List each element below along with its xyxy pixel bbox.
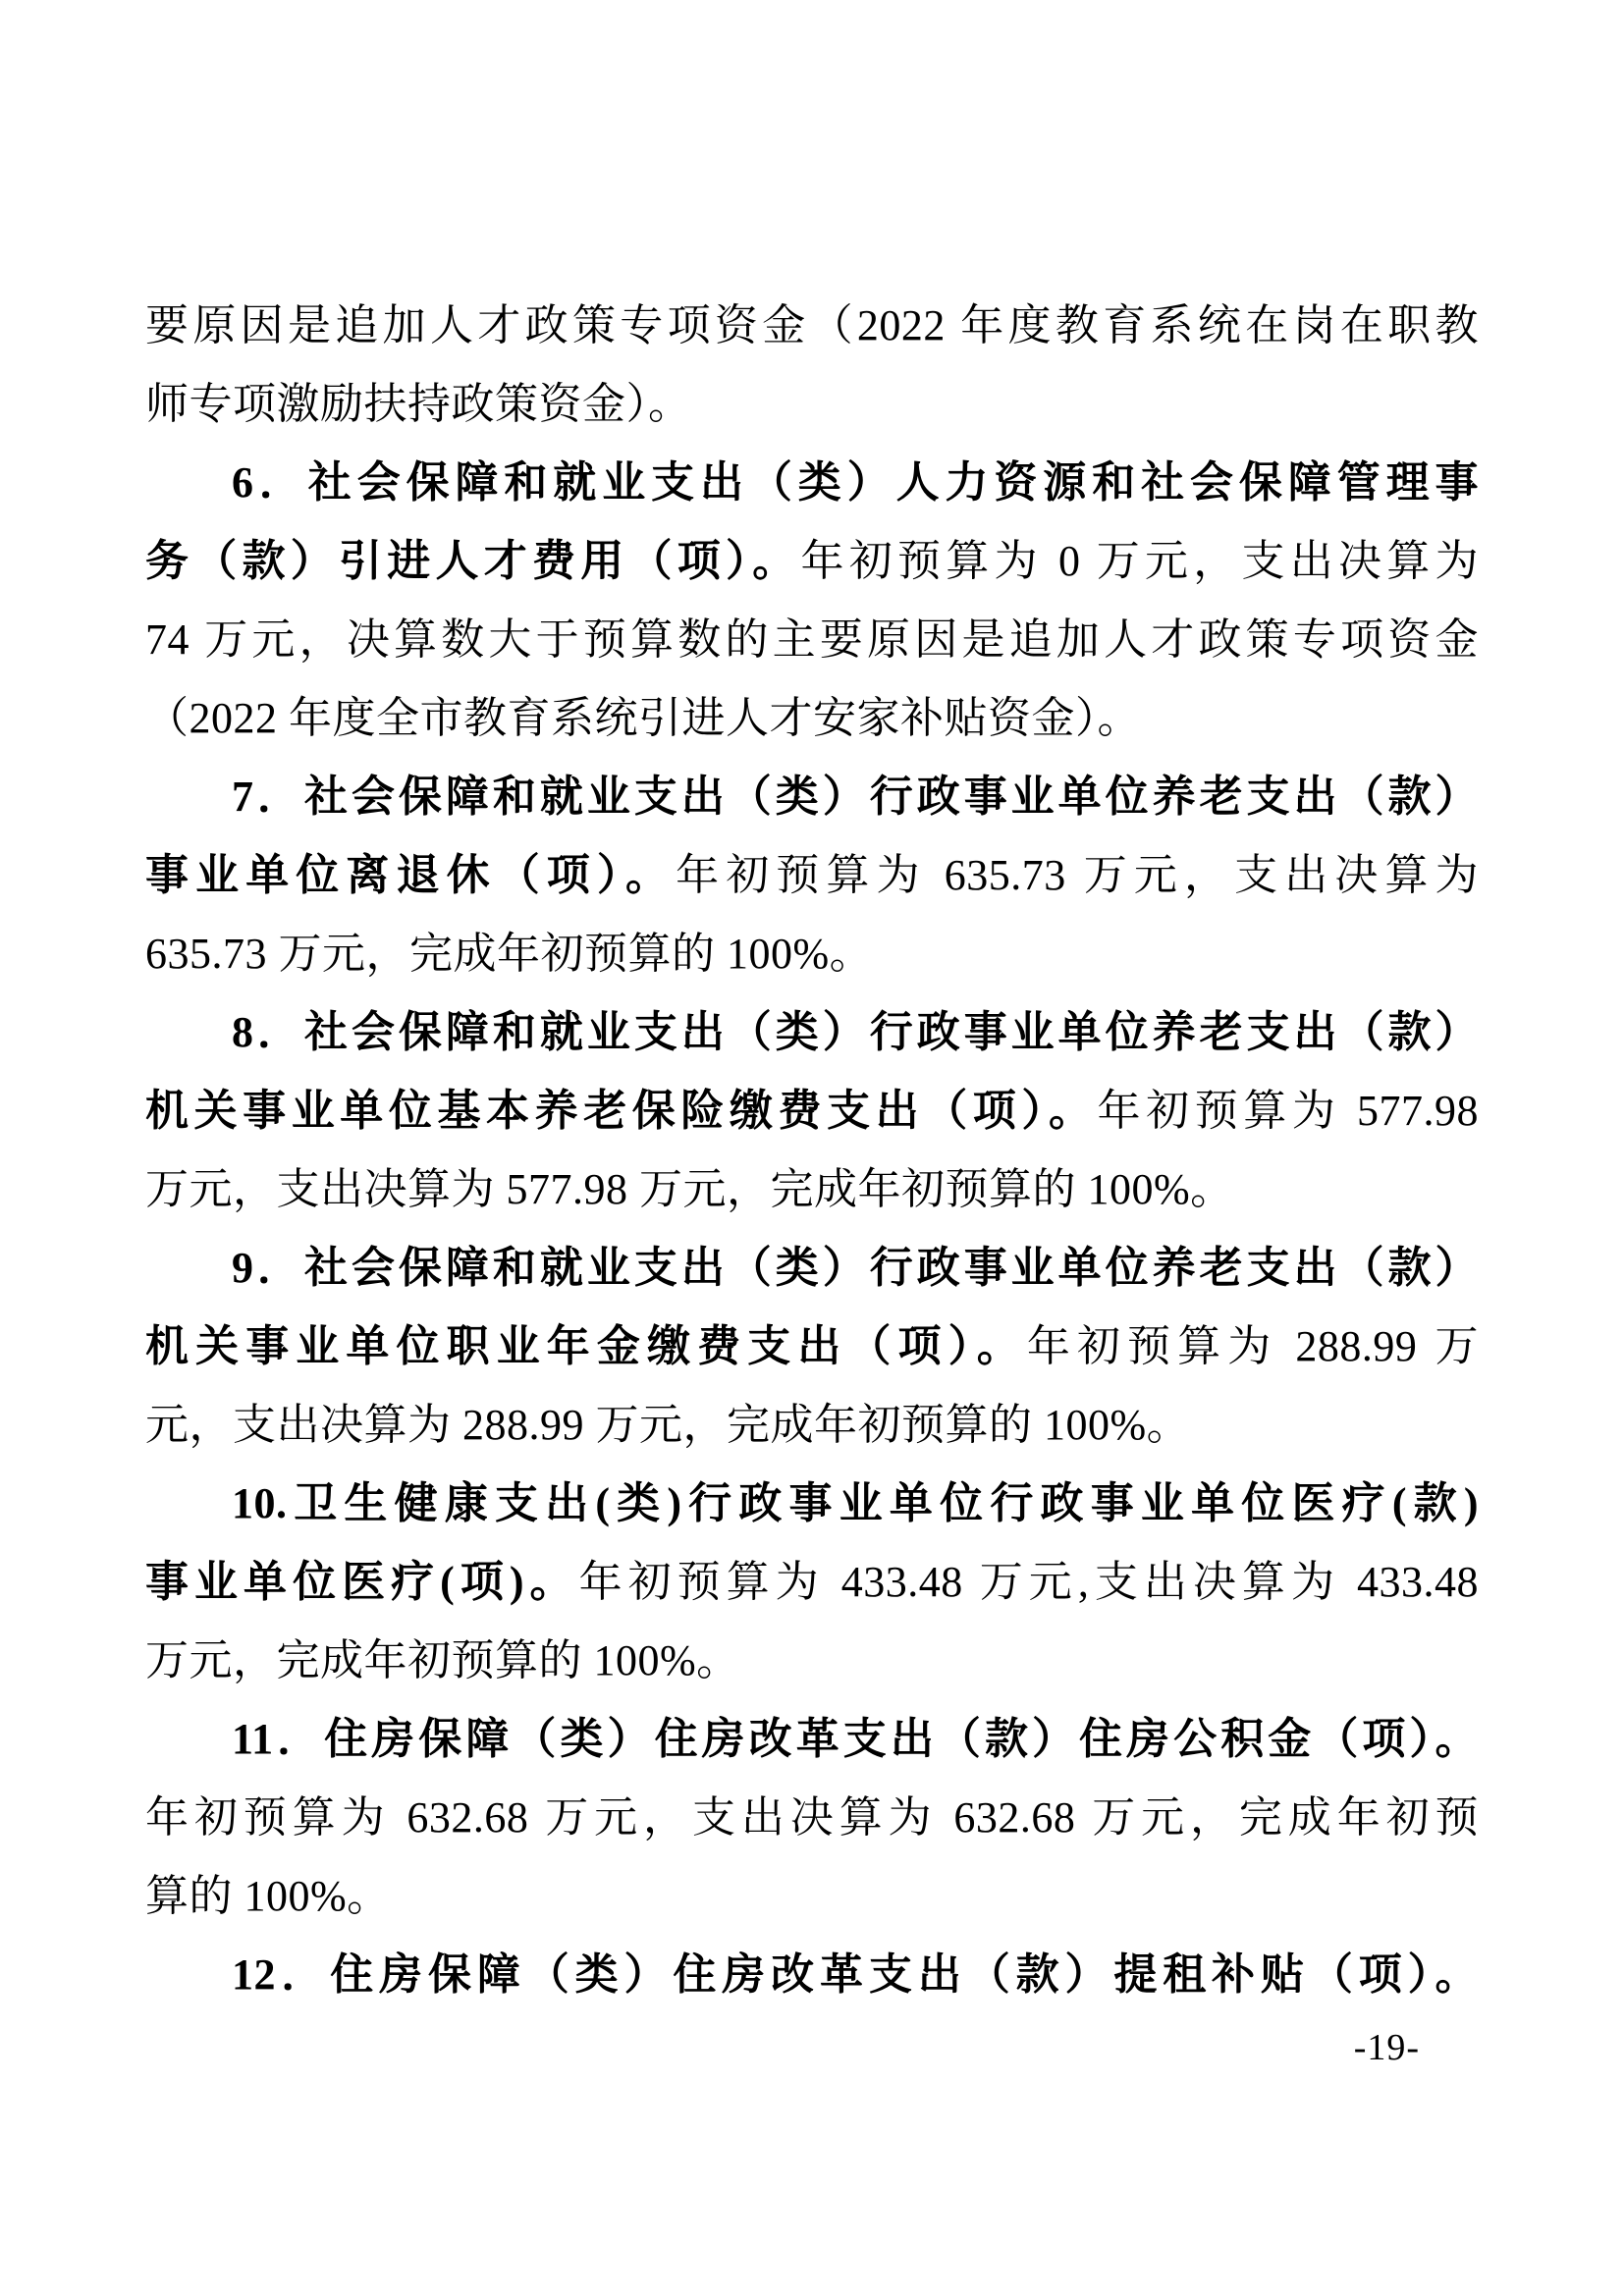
heading-text-run: 务（款）引进人才费用（项）。 [145,537,801,585]
text-line [145,287,1479,365]
body-text-run: （2022 年度全市教育系统引进人才安家补贴资金）。 [145,694,1141,742]
heading-text-run: 11．住房保障（类）住房改革支出（款）住房公积金（项）。 [232,1715,1479,1763]
heading-text-run: 事业单位离退休（项）。 [145,851,677,899]
body-text-run: 元，支出决算为 288.99 万元，完成年初预算的 100%。 [145,1401,1191,1449]
body-text-run: 年初预算为 577.98 [1097,1087,1479,1135]
text-line [145,1700,1479,1779]
text-line [145,1386,1479,1465]
heading-text-run: 9．社会保障和就业支出（类）行政事业单位养老支出（款） [232,1244,1479,1292]
text-line [145,444,1479,522]
text-line [145,915,1479,993]
text-line [145,1150,1479,1229]
body-text-run: 万元，完成年初预算的 100%。 [145,1636,740,1684]
text-line [145,1543,1479,1622]
text-line [145,1229,1479,1308]
text-line [145,365,1479,444]
document-body [145,287,1479,2014]
heading-text-run: 事业单位医疗(项)。 [145,1558,579,1606]
para-item-6 [145,444,1479,758]
body-text-run: 算的 100%。 [145,1872,391,1920]
text-line [145,836,1479,915]
text-line [145,993,1479,1072]
text-line [145,679,1479,758]
body-text-run: 年初预算为 288.99 万 [1026,1322,1479,1370]
body-text-run: 万元，支出决算为 577.98 万元，完成年初预算的 100%。 [145,1165,1234,1213]
heading-text-run: 12．住房保障（类）住房改革支出（款）提租补贴（项）。 [232,1950,1479,1999]
text-line [145,1857,1479,1936]
para-item-9 [145,1229,1479,1465]
text-line [145,1465,1479,1543]
para-item-12 [145,1936,1479,2014]
text-line [145,1936,1479,2014]
body-text-run: 要原因是追加人才政策专项资金（2022 年度教育系统在岗在职教 [145,301,1479,349]
text-line [145,1779,1479,1857]
body-text-run: 635.73 万元，完成年初预算的 100%。 [145,930,874,978]
text-line [145,522,1479,601]
text-line [145,1622,1479,1700]
heading-text-run: 8．社会保障和就业支出（类）行政事业单位养老支出（款） [232,1008,1479,1056]
para-continuation-item-5 [145,287,1479,444]
para-item-7 [145,758,1479,993]
text-line [145,1308,1479,1386]
para-item-10 [145,1465,1479,1700]
body-text-run: 年初预算为 635.73 万元，支出决算为 [676,851,1479,899]
page-number: -19- [1353,2027,1420,2068]
text-line [145,758,1479,836]
heading-text-run: 机关事业单位基本养老保险缴费支出（项）。 [145,1087,1098,1135]
heading-text-run: 10.卫生健康支出(类)行政事业单位行政事业单位医疗(款) [232,1479,1479,1527]
heading-text-run: 7．社会保障和就业支出（类）行政事业单位养老支出（款） [232,773,1479,821]
body-text-run: 师专项激励扶持政策资金）。 [145,380,692,428]
text-line [145,1072,1479,1150]
heading-text-run: 机关事业单位职业年金缴费支出（项）。 [145,1322,1027,1370]
para-item-8 [145,993,1479,1229]
text-line [145,601,1479,679]
body-text-run: 年初预算为 0 万元，支出决算为 [800,537,1479,585]
para-item-11 [145,1700,1479,1936]
body-text-run: 74 万元，决算数大于预算数的主要原因是追加人才政策专项资金 [145,615,1479,664]
heading-text-run: 6．社会保障和就业支出（类）人力资源和社会保障管理事 [232,458,1479,507]
body-text-run: 年初预算为 433.48 万元,支出决算为 433.48 [578,1558,1479,1606]
body-text-run: 年初预算为 632.68 万元，支出决算为 632.68 万元，完成年初预 [145,1793,1479,1842]
